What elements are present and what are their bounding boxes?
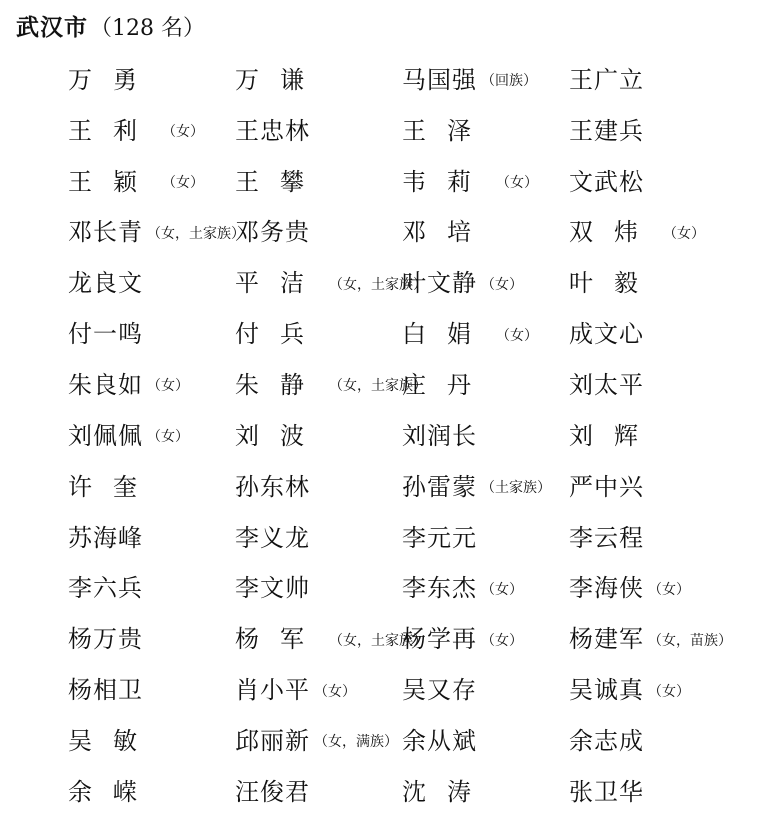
person-name: 吴诚真 [569,676,644,705]
name-entry [402,205,569,256]
name-entry [68,52,235,103]
person-name: 严中兴 [569,472,644,501]
name-entry [569,52,758,103]
person-note: （女） [314,683,356,700]
name-entry [235,255,427,306]
person-name: 杨建军 [569,625,644,654]
name-entry [235,560,402,611]
person-name: 庄丹 [402,370,492,399]
name-entry [68,408,235,459]
name-entry [235,662,402,713]
person-name: 文武松 [569,167,644,196]
person-name: 朱静 [235,370,325,399]
person-name: 李云程 [569,523,644,552]
section-heading [16,8,205,48]
name-entry [402,764,569,815]
name-entry [569,510,758,561]
name-entry [402,103,569,154]
person-name: 杨万贵 [68,625,143,654]
city-name: 武汉市 [16,15,88,41]
name-entry [569,154,758,205]
person-note: （女） [648,581,690,598]
member-count: （128 名） [90,16,205,41]
person-note: （女，土家族） [147,225,245,242]
name-list [68,52,758,815]
name-entry [402,408,569,459]
person-name: 张卫华 [569,777,644,806]
person-name: 付一鸣 [68,320,143,349]
person-note: （女） [481,276,523,293]
person-name: 邱丽新 [235,726,310,755]
person-name: 刘润长 [402,421,477,450]
person-name: 马国强 [402,65,477,94]
person-name: 肖小平 [235,676,310,705]
name-entry [68,611,235,662]
name-entry [402,713,569,764]
person-name: 王攀 [235,167,325,196]
person-name: 许奎 [68,472,158,501]
person-name: 李文帅 [235,574,310,603]
name-entry [569,662,758,713]
name-entry [569,459,758,510]
person-name: 苏海峰 [68,523,143,552]
person-name: 刘波 [235,421,325,450]
person-name: 吴敏 [68,726,158,755]
person-name: 付兵 [235,320,325,349]
name-entry [235,459,402,510]
person-note: （回族） [481,73,537,90]
person-name: 杨军 [235,625,325,654]
person-name: 白娟 [402,320,492,349]
person-note: （女） [162,124,204,141]
person-name: 汪俊君 [235,777,310,806]
name-entry [569,560,758,611]
person-note: （女） [481,581,523,598]
person-name: 双炜 [569,218,659,247]
name-entry [402,52,569,103]
person-note: （女） [147,429,189,446]
name-entry [569,408,758,459]
person-note: （女，土家族） [329,276,427,293]
person-name: 李元元 [402,523,477,552]
person-name: 王忠林 [235,116,310,145]
name-entry [235,306,402,357]
name-entry [402,510,569,561]
name-entry [235,52,402,103]
person-name: 邓长青 [68,218,143,247]
name-entry [569,764,758,815]
person-name: 孙雷蒙 [402,472,477,501]
name-entry [68,713,235,764]
person-name: 平洁 [235,269,325,298]
name-entry [68,459,235,510]
name-entry [402,611,569,662]
person-name: 杨相卫 [68,676,143,705]
name-entry [235,103,402,154]
person-name: 王利 [68,116,158,145]
person-name: 李海侠 [569,574,644,603]
name-entry [235,611,427,662]
person-note: （女，苗族） [648,632,732,649]
person-name: 叶文静 [402,269,477,298]
person-name: 万谦 [235,65,325,94]
name-entry [235,713,402,764]
person-note: （女） [648,683,690,700]
person-note: （女） [496,175,538,192]
name-entry [68,662,235,713]
person-name: 余从斌 [402,726,477,755]
name-entry [235,510,402,561]
name-entry [402,154,569,205]
person-name: 沈涛 [402,777,492,806]
person-name: 成文心 [569,320,644,349]
person-note: （女） [162,175,204,192]
name-entry [569,357,758,408]
person-note: （女，土家族） [329,632,427,649]
name-entry [569,306,758,357]
name-entry [235,357,427,408]
name-entry [68,255,235,306]
person-note: （女） [663,225,705,242]
person-name: 万勇 [68,65,158,94]
name-entry [569,713,758,764]
person-name: 刘太平 [569,370,644,399]
name-entry [235,205,402,256]
name-entry [68,154,235,205]
person-name: 龙良文 [68,269,143,298]
name-entry [569,611,758,662]
name-entry [68,306,235,357]
name-entry [235,154,402,205]
person-name: 刘佩佩 [68,421,143,450]
name-entry [68,764,235,815]
name-entry [68,510,235,561]
person-name: 刘辉 [569,421,659,450]
name-entry [68,205,245,256]
person-note: （女，土家族） [329,378,427,395]
name-entry [68,560,235,611]
person-note: （女） [481,632,523,649]
person-name: 李东杰 [402,574,477,603]
person-name: 王建兵 [569,116,644,145]
person-name: 王颖 [68,167,158,196]
person-name: 杨学再 [402,625,477,654]
person-name: 朱良如 [68,370,143,399]
person-name: 吴又存 [402,676,477,705]
person-note: （女） [496,327,538,344]
person-name: 孙东林 [235,472,310,501]
person-name: 王广立 [569,65,644,94]
name-entry [68,103,235,154]
person-name: 李义龙 [235,523,310,552]
person-note: （女） [147,378,189,395]
name-entry [402,560,569,611]
name-entry [402,357,569,408]
name-entry [402,662,569,713]
person-name: 余志成 [569,726,644,755]
person-name: 邓务贵 [235,218,310,247]
name-entry [402,459,569,510]
person-note: （女，满族） [314,734,398,751]
person-name: 王泽 [402,116,492,145]
name-entry [569,205,758,256]
person-name: 李六兵 [68,574,143,603]
person-note: （土家族） [481,480,551,497]
name-entry [569,255,758,306]
name-entry [235,764,402,815]
name-entry [68,357,235,408]
name-entry [402,255,569,306]
name-entry [402,306,569,357]
person-name: 余嵘 [68,777,158,806]
name-entry [235,408,402,459]
name-entry [569,103,758,154]
person-name: 叶毅 [569,269,659,298]
person-name: 邓培 [402,218,492,247]
person-name: 韦莉 [402,167,492,196]
